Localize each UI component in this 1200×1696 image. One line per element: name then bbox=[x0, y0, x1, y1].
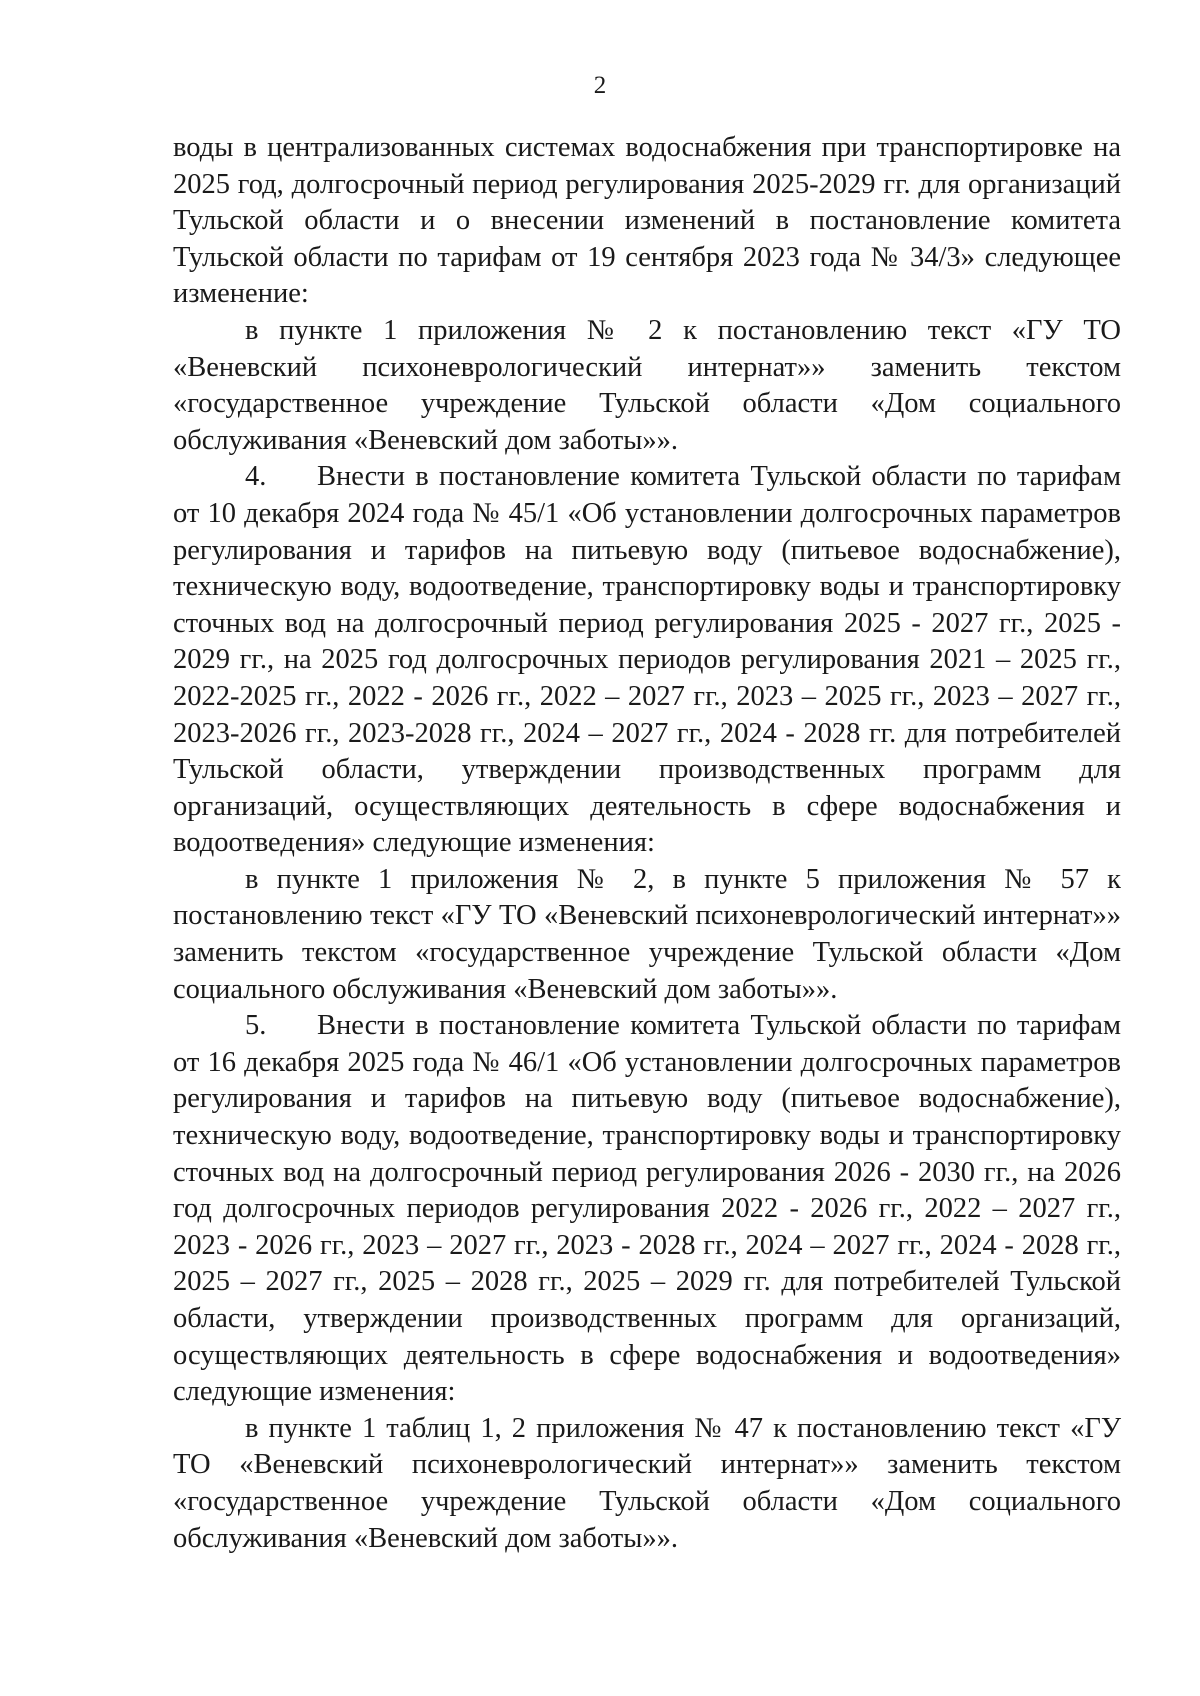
paragraph-item-4 bbox=[173, 459, 1121, 862]
paragraph-text: Внести в постановление комитета Тульской области по тарифам от 16 декабря 2025 года № 46/1 «Об установлении долгосрочных параметров регулирования и тарифов на питьевую воду (питьевое водоснабжение), техническую воду, водоотведение, транспортировку воды и транспортировку сточных вод на долгосрочный период регулирования 2026 - 2030 гг., на 2026 год долгосрочных периодов регулирования 2022 - 2026 гг., 2022 – 2027 гг., 2023 - 2026 гг., 2023 – 2027 гг., 2023 - 2028 гг., 2024 – 2027 гг., 2024 - 2028 гг., 2025 – 2027 гг., 2025 – 2028 гг., 2025 – 2029 гг. для потребителей Тульской области, утверждении производственных программ для организаций, осуществляющих деятельность в сфере водоснабжения и водоотведения» следующие изменения: bbox=[173, 1010, 1121, 1408]
paragraph-text: в пункте 1 приложения № 2, в пункте 5 приложения № 57 к постановлению текст «ГУ ТО «Веневский психоневрологический интернат»» заменить текстом «государственное учреждение Тульской области «Дом социального обслуживания «Веневский дом заботы»». bbox=[173, 863, 1121, 1005]
page-number: 2 bbox=[593, 72, 607, 99]
paragraph-amendment-1 bbox=[173, 313, 1121, 459]
paragraph-text: воды в централизованных системах водоснабжения при транспортировке на 2025 год, долгосрочный период регулирования 2025-2029 гг. для организаций Тульской области и о внесении изменений в постановление комитета Тульской области по тарифам от 19 сентября 2023 года № 34/3» следующее изменение: bbox=[173, 132, 1121, 310]
paragraph-amendment-3 bbox=[173, 1411, 1121, 1557]
paragraph-text: Внести в постановление комитета Тульской области по тарифам от 10 декабря 2024 года № 45/1 «Об установлении долгосрочных параметров регулирования и тарифов на питьевую воду (питьевое водоснабжение), техническую воду, водоотведение, транспортировку воды и транспортировку сточных вод на долгосрочный период регулирования 2025 - 2027 гг., 2025 - 2029 гг., на 2025 год долгосрочных периодов регулирования 2021 – 2025 гг., 2022-2025 гг., 2022 - 2026 гг., 2022 – 2027 гг., 2023 – 2025 гг., 2023 – 2027 гг., 2023-2026 гг., 2023-2028 гг., 2024 – 2027 гг., 2024 - 2028 гг. для потребителей Тульской области, утверждении производственных программ для организаций, осуществляющих деятельность в сфере водоснабжения и водоотведения» следующие изменения: bbox=[173, 461, 1121, 859]
paragraph-text: в пункте 1 приложения № 2 к постановлению текст «ГУ ТО «Веневский психоневрологический интернат»» заменить текстом «государственное учреждение Тульской области «Дом социального обслуживания «Веневский дом заботы»». bbox=[173, 314, 1121, 456]
document-body bbox=[173, 130, 1121, 1557]
paragraph-amendment-2 bbox=[173, 862, 1121, 1008]
item-number: 5. bbox=[245, 1010, 267, 1042]
paragraph-text: в пункте 1 таблиц 1, 2 приложения № 47 к постановлению текст «ГУ ТО «Веневский психоневрологический интернат»» заменить текстом «государственное учреждение Тульской области «Дом социального обслуживания «Веневский дом заботы»». bbox=[173, 1412, 1121, 1554]
paragraph-item-5 bbox=[173, 1008, 1121, 1411]
paragraph-continuation bbox=[173, 130, 1121, 313]
item-number: 4. bbox=[245, 461, 267, 493]
